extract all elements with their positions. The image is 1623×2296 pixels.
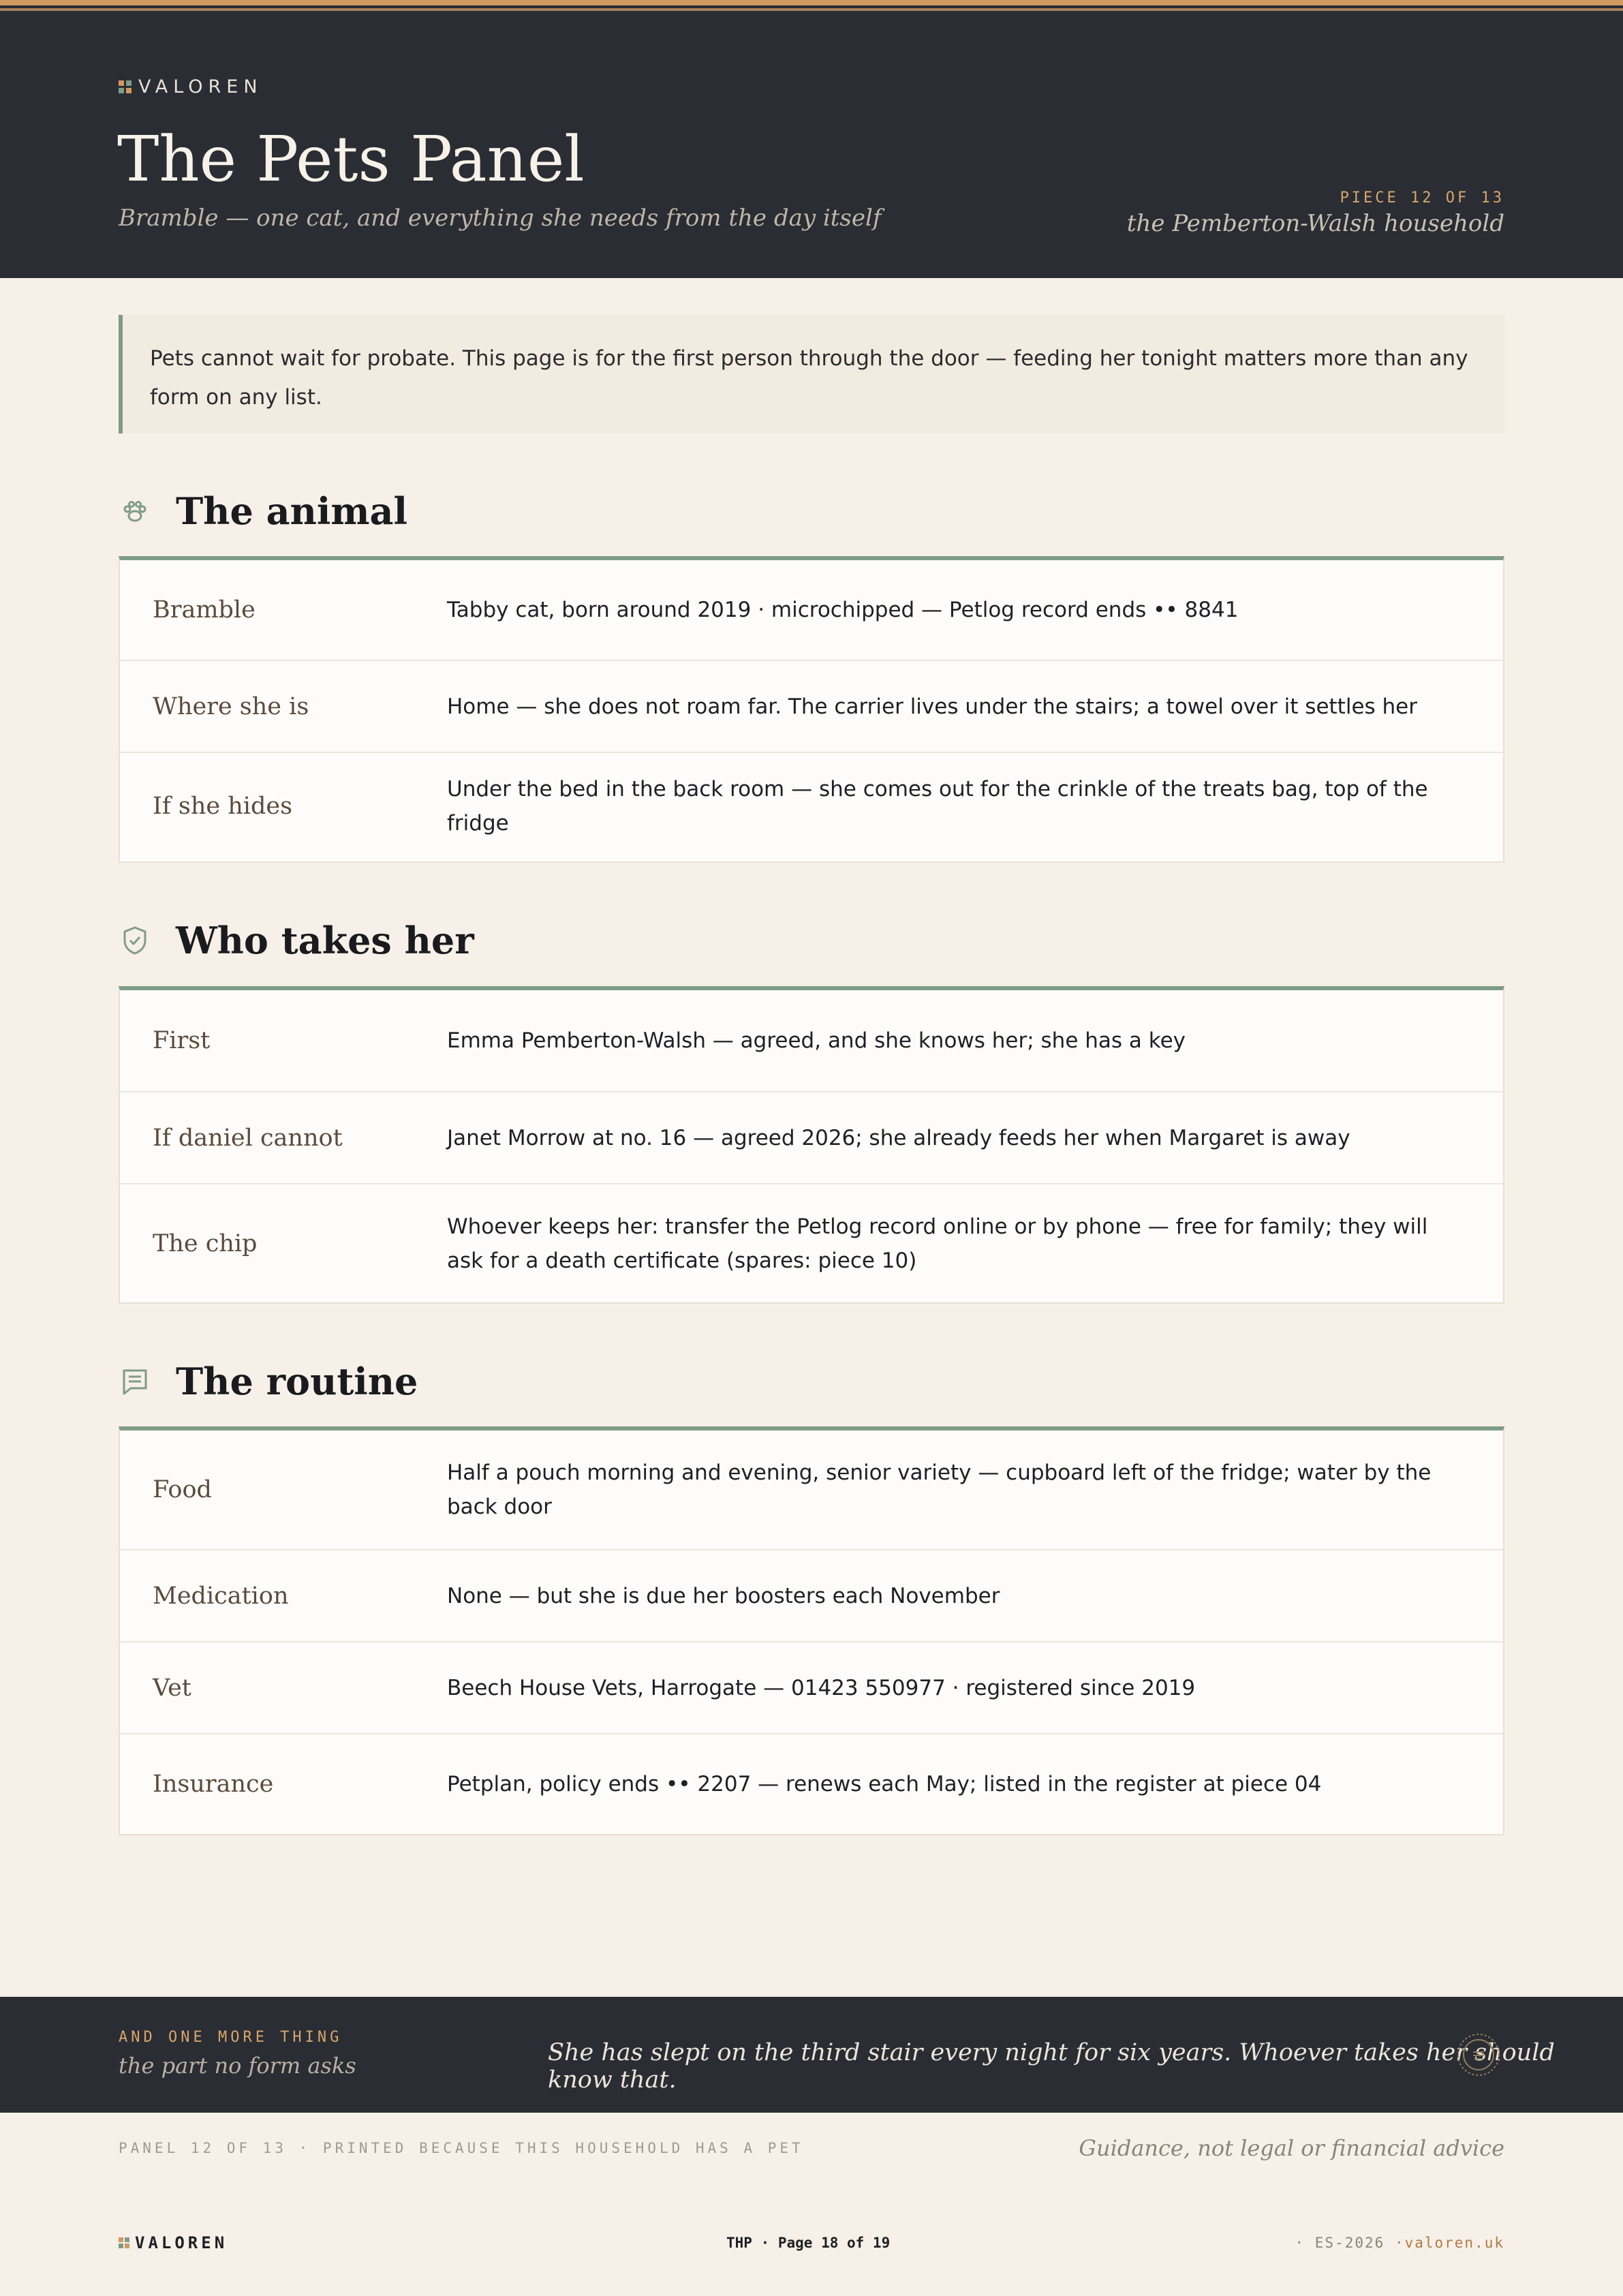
section-heading-routine <box>119 1360 418 1403</box>
seal-icon <box>1457 2033 1500 2077</box>
info-card-routine <box>119 1426 1504 1835</box>
closing-band <box>0 1997 1623 2113</box>
table-row <box>120 560 1503 661</box>
page-number: THP · Page 18 of 19 <box>726 2235 891 2251</box>
row-value: Whoever keeps her: transfer the Petlog record online or by phone — free for family; they will ask for a death certificate (spares: piece 10) <box>447 1214 1428 1273</box>
row-value: Home — she does not roam far. The carrier lives under the stairs; a towel over it settles her <box>447 694 1417 719</box>
row-value: None — but she is due her boosters each November <box>447 1583 1000 1608</box>
disclaimer: Guidance, not legal or financial advice <box>1079 2135 1504 2161</box>
footer-brand-name: VALOREN <box>135 2233 228 2252</box>
section-heading-who-takes-her <box>119 919 474 962</box>
row-label: Medication <box>153 1582 289 1610</box>
household-name: the Pemberton-Walsh household <box>1126 210 1504 237</box>
table-row <box>120 753 1503 859</box>
accent-stripe <box>0 0 1623 5</box>
row-label: First <box>153 1027 211 1054</box>
footer-reference <box>1295 2235 1504 2251</box>
page-header <box>0 12 1623 278</box>
row-value: Petplan, policy ends •• 2207 — renews each May; listed in the register at piece 04 <box>447 1772 1322 1796</box>
brand-logo-icon <box>119 80 132 93</box>
note-icon <box>119 1365 151 1398</box>
row-value: Under the bed in the back room — she comes out for the crinkle of the treats bag, top of the fridge <box>447 776 1428 836</box>
table-row <box>120 661 1503 753</box>
table-row <box>120 1642 1503 1734</box>
section-title: The animal <box>176 489 408 533</box>
brand-name: VALOREN <box>138 76 263 97</box>
table-row <box>120 1092 1503 1184</box>
panel-meta: PANEL 12 OF 13 · PRINTED BECAUSE THIS HOUSEHOLD HAS A PET <box>119 2140 804 2156</box>
band-quote: She has slept on the third stair every night for six years. Whoever takes her should know that. <box>548 2039 1555 2094</box>
table-row <box>120 1550 1503 1642</box>
brand <box>119 76 263 97</box>
row-value: Beech House Vets, Harrogate — 01423 550977 · registered since 2019 <box>447 1675 1196 1700</box>
shield-check-icon <box>119 924 151 957</box>
row-label: Bramble <box>153 596 256 624</box>
band-kicker-subtitle: the part no form asks <box>119 2053 356 2079</box>
piece-label: PIECE 12 OF 13 <box>1340 189 1504 206</box>
page-title: The Pets Panel <box>117 123 585 196</box>
table-row <box>120 1734 1503 1834</box>
page-subtitle: Bramble — one cat, and everything she needs from the day itself <box>119 204 882 232</box>
info-card-who-takes-her <box>119 986 1504 1304</box>
footer-url[interactable]: valoren.uk <box>1404 2235 1504 2251</box>
accent-stripe-thin <box>0 8 1623 11</box>
table-row <box>120 990 1503 1092</box>
band-kicker: AND ONE MORE THING <box>119 2029 343 2046</box>
row-value: Half a pouch morning and evening, senior variety — cupboard left of the fridge; water by the back door <box>447 1460 1432 1519</box>
info-card-animal <box>119 556 1504 863</box>
table-row <box>120 1184 1503 1302</box>
row-label: Food <box>153 1476 212 1503</box>
row-label: The chip <box>153 1229 258 1257</box>
row-label: If daniel cannot <box>153 1124 343 1152</box>
row-value: Emma Pemberton-Walsh — agreed, and she knows her; she has a key <box>447 1028 1186 1053</box>
row-label: If she hides <box>153 792 293 820</box>
section-title: The routine <box>176 1360 418 1403</box>
row-value: Tabby cat, born around 2019 · microchipped — Petlog record ends •• 8841 <box>447 598 1239 622</box>
row-value: Janet Morrow at no. 16 — agreed 2026; she already feeds her when Margaret is away <box>447 1125 1350 1150</box>
paw-icon <box>119 495 151 527</box>
row-label: Where she is <box>153 692 309 720</box>
top-stripe <box>0 0 1623 12</box>
footer-edition: · ES-2026 · <box>1295 2235 1405 2251</box>
footer-brand <box>119 2233 228 2252</box>
table-row <box>120 1430 1503 1550</box>
brand-logo-icon <box>119 2237 129 2248</box>
section-heading-animal <box>119 489 407 533</box>
row-label: Vet <box>153 1674 191 1702</box>
section-title: Who takes her <box>176 919 474 962</box>
intro-note: Pets cannot wait for probate. This page is for the first person through the door — feeding her tonight matters more than any form on any list. <box>119 315 1504 433</box>
row-label: Insurance <box>153 1771 274 1798</box>
